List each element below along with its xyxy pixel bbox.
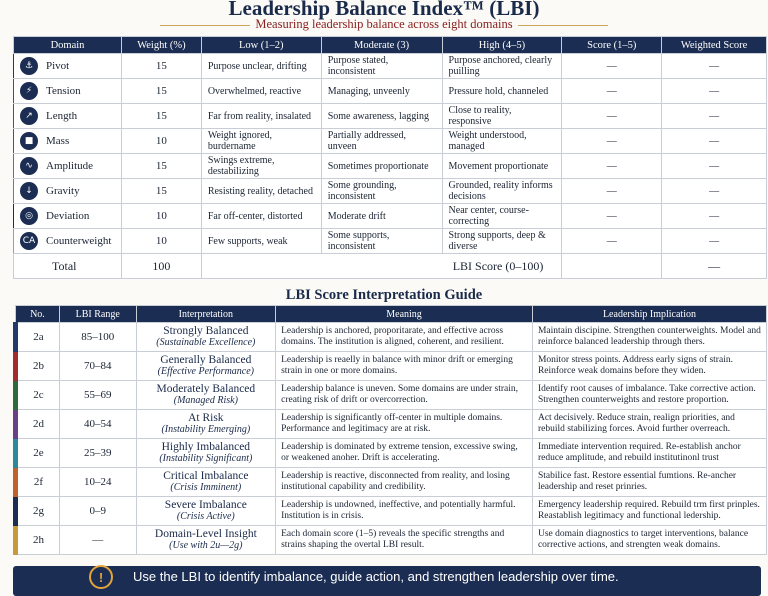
guide-range: 55–69 — [59, 381, 136, 410]
domain-low: Overwhelmed, reactive — [201, 79, 321, 104]
domain-weighted-score: — — [662, 104, 767, 129]
page-title: Leadership Balance Index™ (LBI) — [228, 0, 540, 20]
interpretation-subheading: (Sustainable Excellence) — [156, 337, 256, 348]
guide-implication: Stabilice fast. Restore essential fumtions. Re-ancher leadership and reset prinries. — [532, 468, 766, 497]
domain-name: Counterweight — [46, 234, 112, 247]
domain-cell — [14, 54, 122, 79]
guide-meaning: Leadership balance is uneven. Some domains are under strain, creating risk of drift or overcorrection. — [276, 381, 533, 410]
domain-moderate: Managing, unveenly — [321, 79, 442, 104]
guide-range: 25–39 — [59, 439, 136, 468]
guide-no: 2g — [16, 497, 60, 526]
interpretation-heading: Domain-Level Insight — [154, 528, 257, 540]
domains-header-row — [14, 37, 767, 54]
guide-no: 2d — [16, 410, 60, 439]
guide-implication: Emergency leadership required. Rebuild trm first prinples. Reastablish legitimacy and functional ledership. — [532, 497, 766, 526]
guide-range: — — [59, 526, 136, 555]
page-subtitle: Measuring leadership balance across eight domains — [255, 17, 513, 31]
guide-row — [16, 410, 767, 439]
ruler-icon: ↗ — [20, 107, 38, 125]
footer-banner — [13, 566, 761, 596]
warning-icon: ! — [89, 565, 113, 589]
ca-icon: CA — [20, 232, 38, 250]
guide-no: 2b — [16, 352, 60, 381]
domain-weight: 15 — [121, 79, 201, 104]
domain-low: Resisting reality, detached — [201, 179, 321, 204]
guide-row — [16, 468, 767, 497]
domain-weight: 15 — [121, 104, 201, 129]
col-domain: Domain — [14, 37, 122, 54]
domain-weight: 15 — [121, 154, 201, 179]
guide-title: LBI Score Interpretation Guide — [285, 287, 483, 303]
guide-no: 2e — [16, 439, 60, 468]
domain-weighted-score: — — [662, 204, 767, 229]
lbi-score-spacer — [562, 254, 662, 279]
total-row — [14, 254, 767, 279]
domain-low: Far off-center, distorted — [201, 204, 321, 229]
interpretation-subheading: (Managed Risk) — [173, 395, 238, 406]
guide-header-row — [16, 306, 767, 323]
guide-row — [16, 526, 767, 555]
guide-interpretation — [136, 323, 276, 352]
domain-cell — [14, 179, 122, 204]
domain-name: Tension — [46, 84, 81, 97]
guide-meaning: Leadership is anchored, proporitarate, and effective across domains. The institution is aligned, coherent, and resilient. — [276, 323, 533, 352]
interpretation-subheading: (Use with 2u—2g) — [169, 540, 243, 551]
domain-score: — — [562, 79, 662, 104]
footer-text: Use the LBI to identify imbalance, guide action, and strengthen leadership over time. — [133, 568, 619, 584]
domain-row — [14, 129, 767, 154]
lbi-score-label: LBI Score (0–100) — [201, 254, 562, 279]
guide-interpretation — [136, 526, 276, 555]
guide-no: 2c — [16, 381, 60, 410]
domain-weighted-score: — — [662, 79, 767, 104]
domain-row — [14, 79, 767, 104]
col-no: No. — [16, 306, 60, 323]
domain-cell — [14, 154, 122, 179]
domain-score: — — [562, 154, 662, 179]
domain-score: — — [562, 129, 662, 154]
domain-name: Deviation — [46, 209, 90, 222]
guide-meaning: Leadership is undowned, ineffective, and potentially harmful. Institution is in crisis. — [276, 497, 533, 526]
guide-interpretation — [136, 352, 276, 381]
domain-row — [14, 54, 767, 79]
col-high: High (4–5) — [442, 37, 562, 54]
domain-moderate: Some awareness, lagging — [321, 104, 442, 129]
guide-no: 2h — [16, 526, 60, 555]
total-weight: 100 — [121, 254, 201, 279]
lightning-icon: ⚡ — [20, 82, 38, 100]
guide-interpretation — [136, 468, 276, 497]
col-moderate: Moderate (3) — [321, 37, 442, 54]
domain-row — [14, 104, 767, 129]
domain-weighted-score: — — [662, 54, 767, 79]
col-range: LBI Range — [59, 306, 136, 323]
domain-row — [14, 179, 767, 204]
guide-range: 40–54 — [59, 410, 136, 439]
domains-table — [13, 36, 767, 279]
col-score: Score (1–5) — [562, 37, 662, 54]
total-label: Total — [14, 254, 122, 279]
interpretation-table — [13, 305, 767, 555]
interpretation-heading: Moderately Balanced — [156, 383, 256, 395]
interpretation-subheading: (Crisis Imminent) — [170, 482, 242, 493]
domain-cell — [14, 79, 122, 104]
domain-score: — — [562, 104, 662, 129]
guide-row — [16, 439, 767, 468]
guide-meaning: Each domain score (1–5) reveals the specific strengths and strains shaping the overtal LBI result. — [276, 526, 533, 555]
domain-low: Far from reality, insalated — [201, 104, 321, 129]
domain-cell — [14, 104, 122, 129]
domain-name: Length — [46, 109, 78, 122]
col-implication: Leadership Implication — [532, 306, 766, 323]
domain-score: — — [562, 179, 662, 204]
domain-low: Weight ignored, burdername — [201, 129, 321, 154]
interpretation-subheading: (Instability Emerging) — [161, 424, 251, 435]
col-weighted-score: Weighted Score — [662, 37, 767, 54]
guide-range: 10–24 — [59, 468, 136, 497]
domain-name: Pivot — [46, 59, 70, 72]
guide-range: 70–84 — [59, 352, 136, 381]
guide-meaning: Leadership is reactive, disconnected from reality, and losing institutional capability and credibility. — [276, 468, 533, 497]
domain-low: Purpose unclear, drifting — [201, 54, 321, 79]
interpretation-subheading: (Crisis Active) — [176, 511, 235, 522]
domain-weight: 15 — [121, 54, 201, 79]
domain-weighted-score: — — [662, 154, 767, 179]
wave-icon: ∿ — [20, 157, 38, 175]
col-meaning: Meaning — [276, 306, 533, 323]
guide-no: 2a — [16, 323, 60, 352]
domain-name: Mass — [46, 134, 70, 147]
weight-icon: ■ — [20, 132, 38, 150]
guide-meaning: Leadership is dominated by extreme tension, excessive swing, or weakened anoher. Drift is accelerating. — [276, 439, 533, 468]
domain-weight: 10 — [121, 129, 201, 154]
guide-interpretation — [136, 410, 276, 439]
guide-range: 85–100 — [59, 323, 136, 352]
domain-weight: 10 — [121, 204, 201, 229]
guide-meaning: Leadership is reaelly in balance with minor drift or emerging strain in one or more domains. — [276, 352, 533, 381]
guide-interpretation — [136, 497, 276, 526]
domain-low: Few supports, weak — [201, 229, 321, 254]
guide-implication: Use domain diagnostics to target interventions, balance corrective actions, and strengten weak domains. — [532, 526, 766, 555]
domain-weighted-score: — — [662, 179, 767, 204]
interpretation-heading: Generally Balanced — [160, 354, 252, 366]
guide-row — [16, 352, 767, 381]
anchor-icon: ⚓ — [20, 57, 38, 75]
domain-high: Purpose anchored, clearly puilling — [442, 54, 562, 79]
guide-implication: Immediate intervention required. Re-establish anchor reduce amplitude, and rebuild institutinonl trust — [532, 439, 766, 468]
domain-name: Amplitude — [46, 159, 94, 172]
domain-moderate: Partially addressed, unveen — [321, 129, 442, 154]
domain-weight: 10 — [121, 229, 201, 254]
domain-score: — — [562, 229, 662, 254]
target-icon: ◎ — [20, 207, 38, 225]
interpretation-heading: Severe Imbalance — [164, 499, 247, 511]
guide-interpretation — [136, 381, 276, 410]
lbi-score-value: — — [662, 254, 767, 279]
interpretation-heading: Strongly Balanced — [163, 325, 249, 337]
col-low: Low (1–2) — [201, 37, 321, 54]
domain-high: Grounded, reality informs decisions — [442, 179, 562, 204]
guide-interpretation — [136, 439, 276, 468]
down-arrow-icon: ↓ — [20, 182, 38, 200]
domain-weighted-score: — — [662, 129, 767, 154]
guide-implication: Identify root causes of imbalance. Take corrective action. Strengthen counterweights and restore proportion. — [532, 381, 766, 410]
guide-no: 2f — [16, 468, 60, 497]
domain-moderate: Some supports, inconsistent — [321, 229, 442, 254]
interpretation-subheading: (Instability Significant) — [159, 453, 253, 464]
domain-high: Close to reality, responsive — [442, 104, 562, 129]
domain-score: — — [562, 204, 662, 229]
guide-row — [16, 497, 767, 526]
guide-implication: Maintain discipine. Strengthen counterweights. Model and reinforce balanced leadership through thers. — [532, 323, 766, 352]
interpretation-heading: Critical Imbalance — [163, 470, 249, 482]
guide-meaning: Leadership is significantly off-center in multiple domains. Performance and legitimacy are at risk. — [276, 410, 533, 439]
domain-moderate: Moderate drift — [321, 204, 442, 229]
domain-moderate: Sometimes proportionate — [321, 154, 442, 179]
domain-high: Weight understood, managed — [442, 129, 562, 154]
guide-row — [16, 381, 767, 410]
domain-high: Strong supports, deep & diverse — [442, 229, 562, 254]
interpretation-subheading: (Effective Performance) — [157, 366, 254, 377]
guide-implication: Act decisively. Reduce strain, realign priorities, and rebuild stabilizing forces. Avoid further overreach. — [532, 410, 766, 439]
domain-weighted-score: — — [662, 229, 767, 254]
interpretation-heading: Highly Imbalanced — [161, 441, 251, 453]
domain-weight: 15 — [121, 179, 201, 204]
col-interpretation: Interpretation — [136, 306, 276, 323]
interpretation-heading: At Risk — [188, 412, 224, 424]
domain-row — [14, 204, 767, 229]
col-weight: Weight (%) — [121, 37, 201, 54]
domain-row — [14, 229, 767, 254]
domain-name: Gravity — [46, 184, 80, 197]
domain-moderate: Purpose stated, inconsistent — [321, 54, 442, 79]
domain-high: Movement proportionate — [442, 154, 562, 179]
domain-row — [14, 154, 767, 179]
domain-low: Swings extreme, destabilizing — [201, 154, 321, 179]
guide-implication: Monitor stress points. Address early signs of strain. Reinforce weak domains before they widen. — [532, 352, 766, 381]
guide-range: 0–9 — [59, 497, 136, 526]
domain-cell — [14, 229, 122, 254]
guide-row — [16, 323, 767, 352]
domain-cell — [14, 129, 122, 154]
domain-high: Pressure hold, channeled — [442, 79, 562, 104]
domain-high: Near center, course-correcting — [442, 204, 562, 229]
domain-moderate: Some grounding, inconsistent — [321, 179, 442, 204]
domain-cell — [14, 204, 122, 229]
domain-score: — — [562, 54, 662, 79]
